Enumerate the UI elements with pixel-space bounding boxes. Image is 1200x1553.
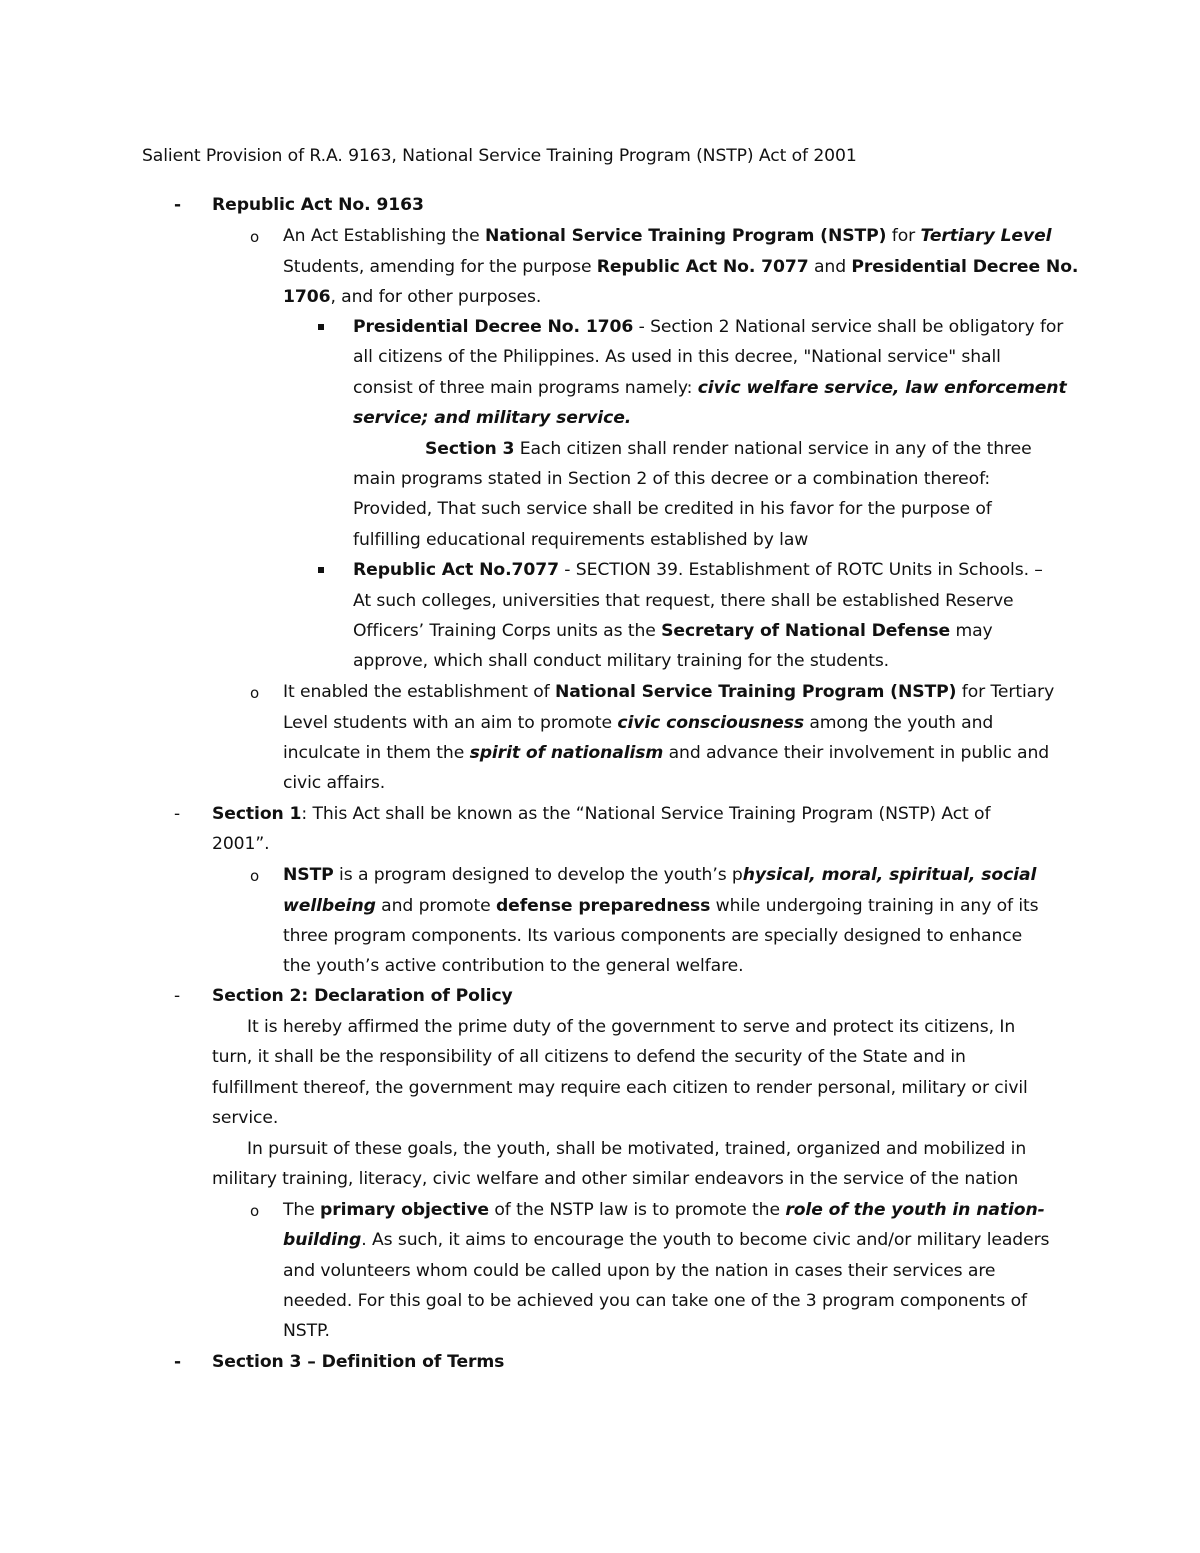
objective-line-2: building. As such, it aims to encourage the youth to become civic and/or military leaders [283,1230,1050,1250]
nstp-line-1: NSTP is a program designed to develop the youth’s physical, moral, spiritual, social [283,865,1037,885]
objective-line-3: and volunteers whom could be called upon by the nation in cases their services are [283,1261,996,1281]
dash-bullet: - [174,1352,182,1372]
pd1706-line-8: fulfilling educational requirements established by law [353,530,809,550]
dash-bullet: - [174,195,182,215]
objective-line-5: NSTP. [283,1321,330,1341]
section3-heading: Section 3 – Definition of Terms [212,1352,505,1372]
section2-p2-line-2: military training, literacy, civic welfare and other similar endeavors in the service of the nation [212,1169,1019,1189]
pd1706-section3: Section 3 Each citizen shall render national service in any of the three [425,439,1032,459]
section2-heading: Section 2: Declaration of Policy [212,986,513,1006]
ra7077-line-3: Officers’ Training Corps units as the Secretary of National Defense may [353,621,993,641]
square-bullet [318,567,324,573]
square-bullet [318,324,324,330]
pd1706-line-6: main programs stated in Section 2 of this decree or a combination thereof: [353,469,991,489]
nstp-line-2: wellbeing and promote defense preparedness while undergoing training in any of its [283,896,1039,916]
pd1706-line-1: Presidential Decree No. 1706 - Section 2 National service shall be obligatory for [353,317,1064,337]
ra9163-heading: Republic Act No. 9163 [212,195,424,215]
objective-line-4: needed. For this goal to be achieved you can take one of the 3 program components of [283,1291,1027,1311]
enabled-line-4: civic affairs. [283,773,386,793]
dash-bullet: - [174,986,181,1006]
section2-p1-line-4: service. [212,1108,279,1128]
ra7077-line-4: approve, which shall conduct military training for the students. [353,651,890,671]
nstp-line-4: the youth’s active contribution to the general welfare. [283,956,744,976]
ra7077-line-2: At such colleges, universities that request, there shall be established Reserve [353,591,1014,611]
nstp-line-3: three program components. Its various components are specially designed to enhance [283,926,1023,946]
dash-bullet: - [174,804,181,824]
objective-line-1: The primary objective of the NSTP law is to promote the role of the youth in nation- [283,1200,1045,1220]
pd1706-line-3: consist of three main programs namely: civic welfare service, law enforcement [353,378,1067,398]
enabled-line-2: Level students with an aim to promote civic consciousness among the youth and [283,713,994,733]
act-line-2: Students, amending for the purpose Republic Act No. 7077 and Presidential Decree No. [283,257,1079,277]
section1-line-2: 2001”. [212,834,270,854]
enabled-line-3: inculcate in them the spirit of nationalism and advance their involvement in public and [283,743,1050,763]
enabled-line-1: It enabled the establishment of National Service Training Program (NSTP) for Tertiary [283,682,1055,702]
section2-p1-line-2: turn, it shall be the responsibility of all citizens to defend the security of the State and in [212,1047,966,1067]
section2-p1-line-1: It is hereby affirmed the prime duty of the government to serve and protect its citizens, In [247,1017,1016,1037]
pd1706-line-4: service; and military service. [353,408,632,428]
document-title: Salient Provision of R.A. 9163, National Service Training Program (NSTP) Act of 2001 [142,146,857,166]
act-line-1: An Act Establishing the National Service Training Program (NSTP) for Tertiary Level [283,226,1052,246]
section2-p1-line-3: fulfillment thereof, the government may require each citizen to render personal, military or civil [212,1078,1028,1098]
pd1706-line-7: Provided, That such service shall be credited in his favor for the purpose of [353,499,992,519]
section1-line-1: Section 1: This Act shall be known as the “National Service Training Program (NSTP) Act of [212,804,991,824]
circle-bullet: o [250,684,260,702]
pd1706-line-2: all citizens of the Philippines. As used in this decree, "National service" shall [353,347,1001,367]
act-line-3: 1706, and for other purposes. [283,287,542,307]
circle-bullet: o [250,867,260,885]
circle-bullet: o [250,228,260,246]
section2-p2-line-1: In pursuit of these goals, the youth, shall be motivated, trained, organized and mobilized in [247,1139,1027,1159]
circle-bullet: o [250,1202,260,1220]
ra7077-line-1: Republic Act No.7077 - SECTION 39. Establishment of ROTC Units in Schools. – [353,560,1043,580]
